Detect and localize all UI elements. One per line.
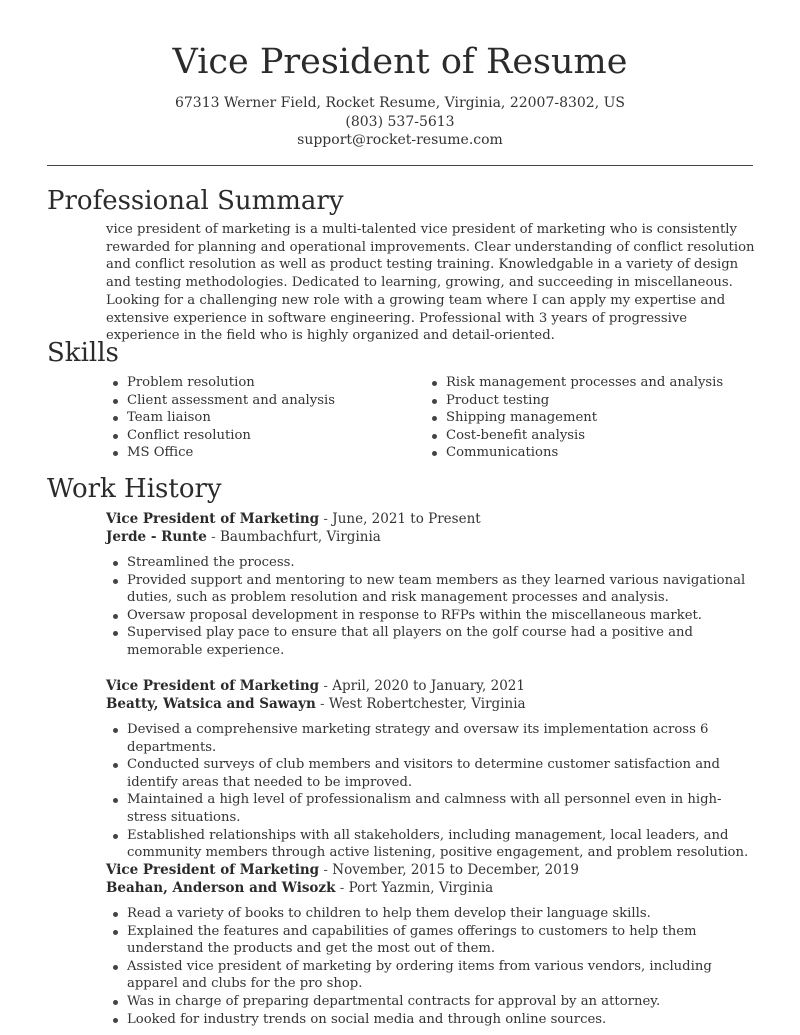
job-title: Vice President of Marketing: [106, 678, 320, 694]
job-location: Baumbachfurt, Virginia: [219, 529, 381, 545]
skill-item: Communications: [425, 444, 755, 462]
skill-item: Product testing: [425, 392, 755, 410]
summary-text: vice president of marketing is a multi-talented vice president of marketing who is consistently rewarded for planning and operational improvements. Clear understanding of conflict resolution and conflict resolution as well as product testing training. Knowledgable in a variety of design and testing methodologies. Dedicated to learning, growing, and succeeding in miscellaneous. Looking for a challenging new role with a growing team where I can apply my expertise and extensive experience in software engineering. Professional with 3 years of progressive experience in the field who is highly organized and detail-oriented.: [106, 222, 755, 344]
job-bullet: Established relationships with all stakeholders, including management, local leaders, and community members through active listening, positive engagement, and problem resolution.: [106, 827, 758, 862]
contact-email: support@rocket-resume.com: [297, 132, 503, 148]
job-dates: April, 2020 to January, 2021: [332, 678, 525, 694]
skill-item: MS Office: [106, 444, 406, 462]
skill-item: Problem resolution: [106, 374, 406, 392]
skill-item: Conflict resolution: [106, 427, 406, 445]
job-bullet: Conducted surveys of club members and visitors to determine customer satisfaction and identify areas that needed to be improved.: [106, 756, 758, 791]
job-dates: November, 2015 to December, 2019: [332, 862, 580, 878]
job-bullet: Provided support and mentoring to new team members as they learned various navigational duties, such as problem resolution and risk management processes and analysis.: [106, 572, 758, 607]
job-company: Beahan, Anderson and Wisozk: [106, 880, 336, 896]
job-dates: June, 2021 to Present: [332, 511, 481, 527]
job-bullet: Explained the features and capabilities of games offerings to customers to help them understand the products and get the most out of them.: [106, 923, 758, 958]
skills-list-left: [106, 374, 406, 462]
job-bullets: [106, 905, 758, 1028]
job-company-line: [106, 695, 758, 713]
job-title-line: [106, 861, 758, 879]
separator: -: [319, 862, 333, 878]
job-company: Jerde - Runte: [106, 529, 207, 545]
skill-item: Cost-benefit analysis: [425, 427, 755, 445]
separator: -: [319, 511, 333, 527]
job-title: Vice President of Marketing: [106, 862, 320, 878]
work-history-heading: Work History: [47, 474, 222, 504]
separator: -: [319, 678, 333, 694]
skill-item: Shipping management: [425, 409, 755, 427]
job-bullet: Assisted vice president of marketing by ordering items from various vendors, including apparel and clubs for the pro shop.: [106, 958, 758, 993]
summary-heading: Professional Summary: [47, 186, 344, 216]
job-bullet: Read a variety of books to children to help them develop their language skills.: [106, 905, 758, 923]
job-bullet: Supervised play pace to ensure that all players on the golf course had a positive and memorable experience.: [106, 624, 758, 659]
skills-heading: Skills: [47, 338, 119, 368]
job-bullets: [106, 554, 758, 660]
skill-item: Risk management processes and analysis: [425, 374, 755, 392]
separator: -: [206, 529, 220, 545]
contact-address: 67313 Werner Field, Rocket Resume, Virginia, 22007-8302, US: [174, 95, 626, 111]
job-location: Port Yazmin, Virginia: [348, 880, 494, 896]
separator: -: [315, 696, 329, 712]
job-location: West Robertchester, Virginia: [328, 696, 526, 712]
job-bullet: Streamlined the process.: [106, 554, 758, 572]
job-company-line: [106, 879, 758, 897]
separator: -: [335, 880, 349, 896]
job-company: Beatty, Watsica and Sawayn: [106, 696, 316, 712]
job-bullet: Devised a comprehensive marketing strategy and oversaw its implementation across 6 departments.: [106, 721, 758, 756]
job-bullet: Maintained a high level of professionalism and calmness with all personnel even in high-stress situations.: [106, 791, 758, 826]
job-bullets: [106, 721, 758, 862]
skill-item: Team liaison: [106, 409, 406, 427]
job-bullet: Was in charge of preparing departmental contracts for approval by an attorney.: [106, 993, 758, 1011]
job-bullet: Looked for industry trends on social media and through online sources.: [106, 1011, 758, 1029]
job-title-line: [106, 510, 758, 528]
header-divider: [47, 165, 753, 166]
resume-name: Vice President of Resume: [172, 42, 628, 82]
job-title-line: [106, 677, 758, 695]
contact-phone: (803) 537-5613: [345, 114, 455, 130]
job-bullet: Oversaw proposal development in response to RFPs within the miscellaneous market.: [106, 607, 758, 625]
skills-list-right: [425, 374, 755, 462]
skill-item: Client assessment and analysis: [106, 392, 406, 410]
job-company-line: [106, 528, 758, 546]
job-title: Vice President of Marketing: [106, 511, 320, 527]
